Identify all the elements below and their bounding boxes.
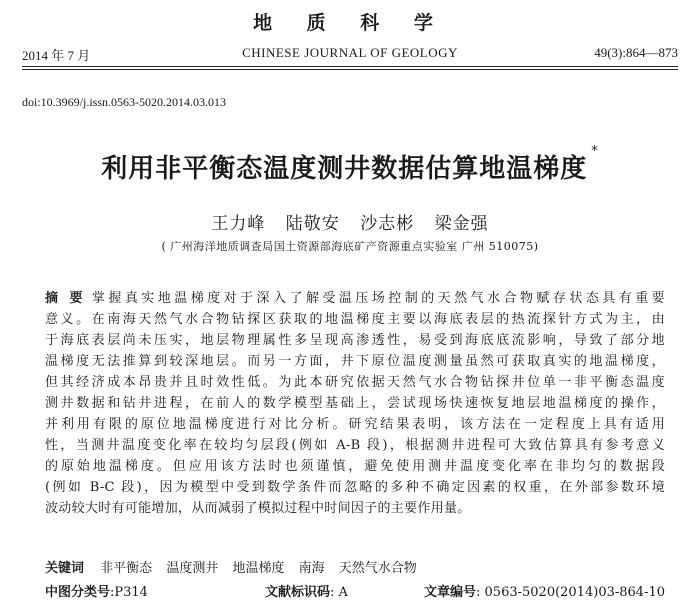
abstract-line: 的原始地温梯度。但应用该方法时也须谨慎，避免使用测井温度变化率在非均匀的数据段 [45, 459, 665, 474]
classification-row [45, 581, 665, 599]
abstract-line: 性，当测井温度变化率在较均匀层段(例如 A-B 段)，根据测井进程可大致估算具有参考意义 [45, 438, 665, 453]
issue-date: 2014 年 7 月 [22, 48, 91, 63]
abstract-line: (例如 B-C 段)，因为模型中受到数学条件而忽略的多种不确定因素的权重，在外部参数环境 [45, 480, 665, 495]
abstract-line: 意义。在南海天然气水合物钻探区获取的地温梯度主要以海底表层的热流探针方式为主，由 [45, 312, 665, 327]
keyword: 非平衡态 [100, 561, 153, 576]
article-title [0, 144, 700, 185]
journal-title-cn: 地 质 科 学 [253, 12, 447, 34]
title-footnote-mark: * [591, 144, 599, 159]
abstract-line: 温梯度无法推算到较深地层。而另一方面，井下原位温度测量虽然可获取真实的地温梯度， [45, 354, 665, 369]
author: 王力峰 [211, 214, 266, 234]
header-rule-bottom [22, 69, 678, 70]
running-header [22, 45, 678, 63]
header-rule-top [22, 66, 678, 67]
article-number: 文章编号: 0563-5020(2014)03-864-10 [424, 585, 665, 600]
abstract-line: 但其经济成本昂贵并且时效性低。为此本研究依据天然气水合物钻探井位单一非平衡态温度 [45, 375, 665, 390]
abstract-line: 摘 要 掌握真实地温梯度对于深入了解受温压场控制的天然气水合物赋存状态具有重要 [45, 291, 665, 306]
affiliation: ( 广州海洋地质调查局国土资源部海底矿产资源重点实验室 广州 510075) [161, 240, 539, 253]
keyword: 地温梯度 [232, 561, 285, 576]
keyword: 天然气水合物 [338, 561, 417, 576]
doi: doi:10.3969/j.issn.0563-5020.2014.03.013 [22, 95, 227, 109]
abstract-line: 于海底表层尚未压实，地层物理属性多呈现高渗透性，易受到海底底流影响，导致了部分地 [45, 333, 665, 348]
journal-title-en: CHINESE JOURNAL OF GEOLOGY [242, 45, 458, 60]
author: 陆敬安 [285, 214, 340, 234]
abstract-label: 摘 要 [45, 291, 86, 306]
abstract-line: 波动较大时有可能增加，从而减弱了模拟过程中时间因子的主要作用量。 [45, 501, 471, 516]
author: 梁金强 [434, 214, 489, 234]
keyword: 温度测井 [166, 561, 219, 576]
abstract-line: 并利用有限的原位地温梯度进行对比分析。研究结果表明，该方法在一定程度上具有适用 [45, 417, 665, 432]
author-list [0, 209, 700, 234]
keyword: 南海 [298, 561, 325, 576]
clc-number: 中图分类号:P314 [45, 585, 148, 600]
abstract-line: 测井数据和钻井进程，在前人的数学模型基础上，尝试现场快速恢复地层地温梯度的操作， [45, 396, 665, 411]
author: 沙志彬 [360, 214, 415, 234]
abstract [45, 288, 665, 519]
page-range: 49(3):864—873 [594, 45, 678, 60]
document-code: 文献标识码: A [265, 585, 348, 600]
keywords [45, 557, 665, 576]
article-title-text: 利用非平衡态温度测井数据估算地温梯度 [101, 154, 588, 184]
keywords-label: 关键词 [45, 561, 85, 576]
